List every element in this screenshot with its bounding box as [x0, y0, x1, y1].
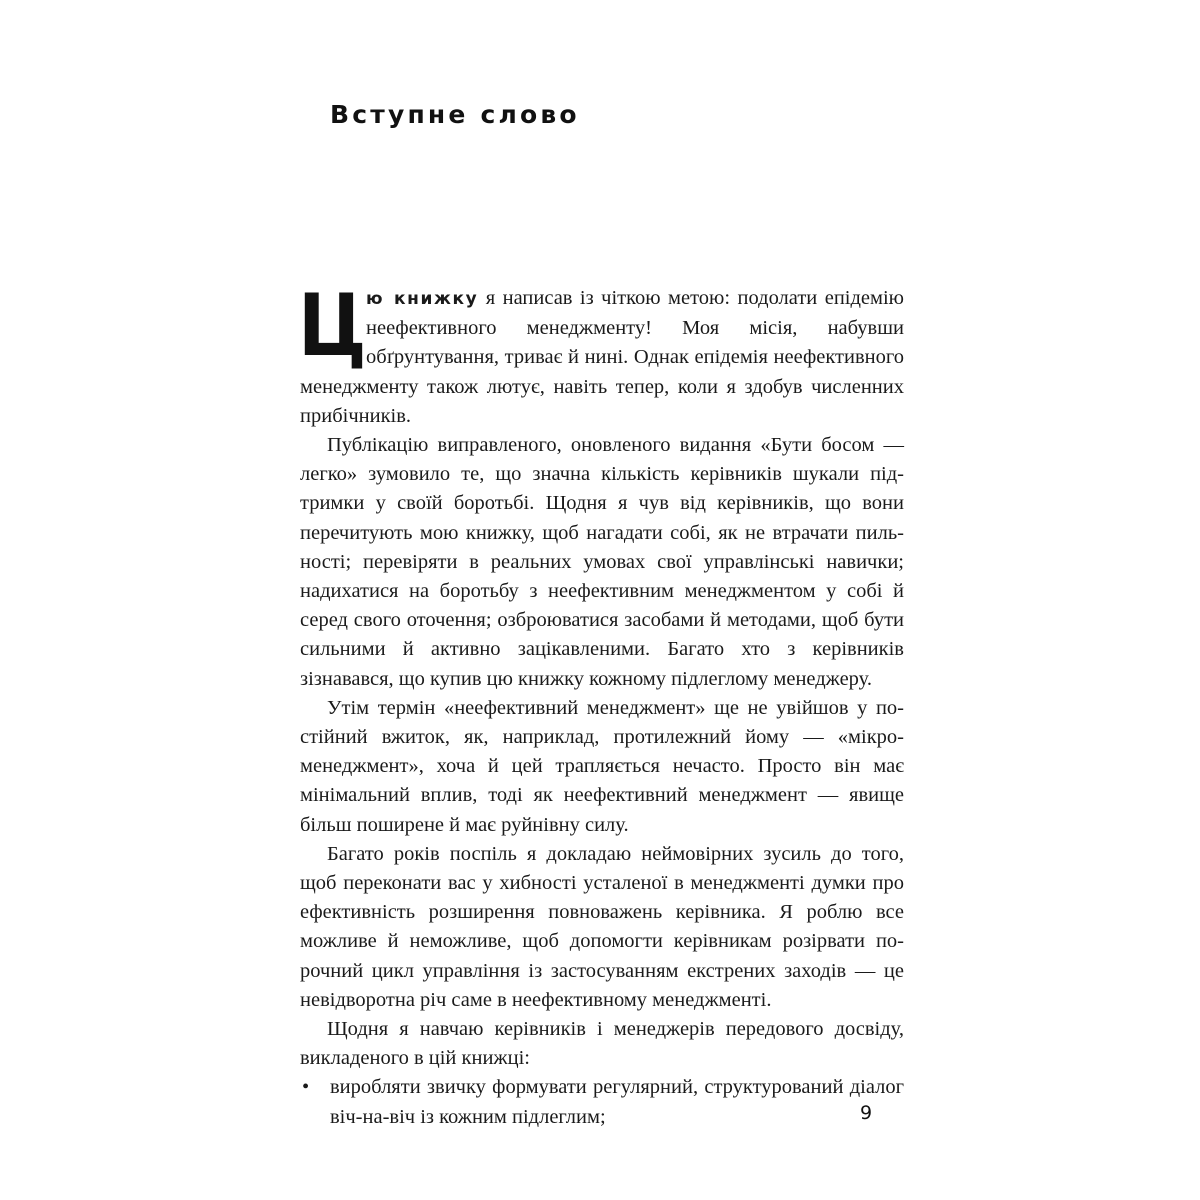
bullet-marker: • — [302, 1076, 310, 1099]
body-text — [298, 276, 904, 1132]
paragraph: Багато років поспіль я докладаю неймовірних зусиль до того, щоб переконати вас у хибності усталеної в менеджменті думки про ефективність розширення повноважень керівника. Я роблю все можливе й неможливе, щоб допомогти керівникам розірвати порочний цикл управління із застосуванням екстрених заходів — це невідворотна річ саме в неефективному менеджменті. — [300, 842, 904, 1011]
chapter-title: Вступне слово — [330, 100, 580, 129]
bullet-text: виробляти звичку формувати регулярний, структурований діалог віч-на-віч із кожним підлеглим; — [330, 1076, 904, 1128]
paragraph: Щодня я навчаю керівників і менеджерів передового досвіду, викладеного в цій книжці: — [300, 1018, 904, 1070]
bullet-list — [300, 1073, 904, 1131]
paragraph: Утім термін «неефективний менеджмент» ще не увійшов у постійний вжиток, як, наприклад, протилежний йому — «мікроменеджмент», хоча й цей трапляється нечасто. Просто він має мінімальний вплив, тоді як неефективний менеджмент — явище більш поширене й має руйнівну силу. — [300, 696, 904, 836]
lead-in: ю книжку — [366, 289, 479, 309]
page-number: 9 — [860, 1102, 873, 1124]
intro-paragraph — [298, 276, 904, 431]
bullet-item — [300, 1073, 904, 1131]
intro-text: я написав із чіткою метою: подолати епідемію неефективного менеджменту! Моя місія, набувши обґрунтування, триває й нині. Однак епідемія неефективного менеджменту також лютує, навіть тепер, коли я здобув численних прибічників. — [300, 287, 904, 427]
paragraph: Публікацію виправленого, оновленого видання «Бути босом — легко» зумовило те, що значна кількість керівників шукали підтримки у своїй боротьбі. Щодня я чув від керівників, що вони перечитують мою книжку, щоб нагадати собі, як не втрачати пильності; перевіряти в реальних умовах свої управлінські навички; надихатися на боротьбу з неефективним менеджментом у собі й серед свого оточення; озброюватися засобами й методами, щоб бути сильними й активно зацікавленими. Багато хто з керівників зізнавався, що купив цю книжку кожному підлеглому менеджеру. — [300, 434, 904, 690]
drop-cap: Ц — [298, 276, 367, 376]
